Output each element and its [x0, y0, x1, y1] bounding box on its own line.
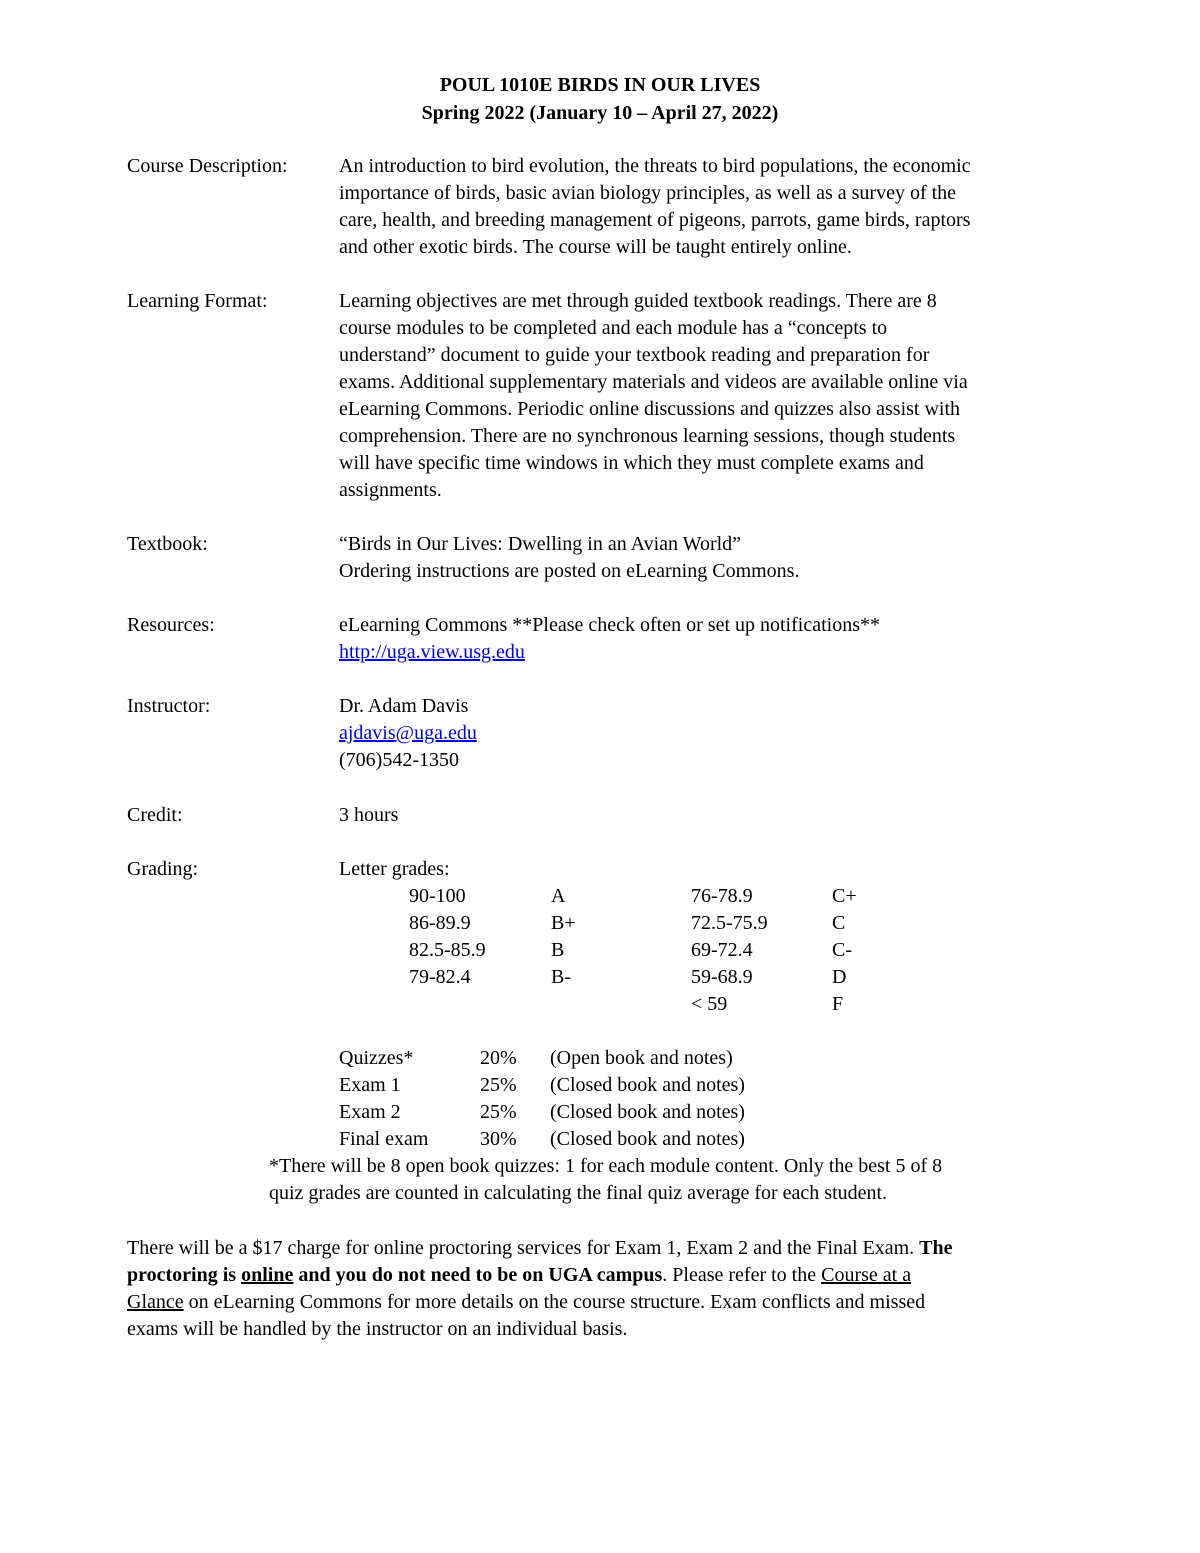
grade-letter: B- — [551, 966, 571, 988]
weight-note: (Closed book and notes) — [550, 1101, 745, 1123]
text-line: understand” document to guide your textbook reading and preparation for — [339, 344, 930, 366]
text-line: eLearning Commons. Periodic online discussions and quizzes also assist with — [339, 398, 961, 420]
text-line — [127, 1262, 1107, 1289]
credit-value: 3 hours — [339, 804, 399, 826]
bold-text: The — [919, 1237, 953, 1259]
resources-link-line — [339, 639, 1099, 666]
bold-text: and you do not need to be on UGA campus — [293, 1264, 663, 1286]
instructor-name: Dr. Adam Davis — [339, 695, 469, 717]
instructor-label: Instructor: — [127, 695, 211, 717]
text-line: exams will be handled by the instructor on an individual basis. — [127, 1318, 628, 1340]
instructor-email-link[interactable]: ajdavis@uga.edu — [339, 722, 477, 744]
instructor-phone: (706)542-1350 — [339, 749, 459, 771]
text-line: assignments. — [339, 479, 442, 501]
text-line: care, health, and breeding management of pigeons, parrots, game birds, raptors — [339, 209, 971, 231]
learning-format-label: Learning Format: — [127, 290, 268, 312]
grade-letter: C — [832, 912, 846, 934]
weight-percent: 25% — [480, 1101, 517, 1123]
weight-item: Exam 2 — [339, 1101, 401, 1123]
text-line: *There will be 8 open book quizzes: 1 for each module content. Only the best 5 of 8 — [269, 1155, 943, 1177]
grading-section — [127, 856, 1107, 1216]
resources-info — [339, 612, 1099, 666]
course-term: Spring 2022 (January 10 – April 27, 2022) — [421, 102, 779, 124]
instructor-email-line — [339, 720, 1099, 747]
grade-range: 86-89.9 — [409, 912, 471, 934]
text-line: importance of birds, basic avian biology principles, as well as a survey of the — [339, 182, 957, 204]
weight-note: (Open book and notes) — [550, 1047, 733, 1069]
grade-range: 79-82.4 — [409, 966, 471, 988]
weight-item: Final exam — [339, 1128, 429, 1150]
grade-range: 72.5-75.9 — [691, 912, 768, 934]
grade-letter: F — [832, 993, 844, 1015]
quiz-footnote — [269, 1153, 942, 1207]
learning-format-text — [339, 288, 1099, 504]
course-at-a-glance-link[interactable]: Course at a — [821, 1264, 912, 1286]
text-line: exams. Additional supplementary materials and videos are available online via — [339, 371, 968, 393]
textbook-info — [339, 531, 1099, 585]
text-run: There will be a $17 charge for online proctoring services for Exam 1, Exam 2 and the Final Exam. — [127, 1237, 915, 1259]
course-description-text — [339, 153, 1099, 261]
instructor-info — [339, 693, 1099, 774]
weight-item: Exam 1 — [339, 1074, 401, 1096]
grade-range: < 59 — [691, 993, 728, 1015]
grade-letter: B+ — [551, 912, 576, 934]
elearning-link[interactable]: http://uga.view.usg.edu — [339, 641, 525, 663]
weight-note: (Closed book and notes) — [550, 1074, 745, 1096]
grade-letter: C+ — [832, 885, 857, 907]
resources-label: Resources: — [127, 614, 215, 636]
grade-range: 69-72.4 — [691, 939, 753, 961]
grade-letter: D — [832, 966, 847, 988]
text-line: will have specific time windows in which they must complete exams and — [339, 452, 924, 474]
course-title: POUL 1010E BIRDS IN OUR LIVES — [439, 74, 761, 96]
text-line: and other exotic birds. The course will be taught entirely online. — [339, 236, 852, 258]
weight-percent: 20% — [480, 1047, 517, 1069]
grade-range: 90-100 — [409, 885, 466, 907]
grade-letter: B — [551, 939, 565, 961]
grading-label: Grading: — [127, 858, 199, 880]
bold-text: proctoring is — [127, 1264, 242, 1286]
textbook-title: “Birds in Our Lives: Dwelling in an Avian World” — [339, 533, 742, 555]
credit-label: Credit: — [127, 804, 183, 826]
course-description-label: Course Description: — [127, 155, 288, 177]
text-run: . Please refer to the — [662, 1264, 822, 1286]
textbook-ordering: Ordering instructions are posted on eLearning Commons. — [339, 560, 800, 582]
weight-percent: 25% — [480, 1074, 517, 1096]
grade-range: 76-78.9 — [691, 885, 753, 907]
resources-text: eLearning Commons **Please check often or set up notifications** — [339, 614, 880, 636]
weight-note: (Closed book and notes) — [550, 1128, 745, 1150]
proctoring-paragraph — [127, 1235, 1107, 1343]
grade-letter: A — [551, 885, 566, 907]
text-line: quiz grades are counted in calculating the final quiz average for each student. — [269, 1182, 888, 1204]
text-line — [127, 1235, 1107, 1262]
letter-grades-header: Letter grades: — [339, 858, 450, 880]
grade-letter: C- — [832, 939, 852, 961]
text-run: on eLearning Commons for more details on the course structure. Exam conflicts and missed — [183, 1291, 926, 1313]
weight-percent: 30% — [480, 1128, 517, 1150]
text-line: course modules to be completed and each module has a “concepts to — [339, 317, 888, 339]
text-line: Learning objectives are met through guided textbook readings. There are 8 — [339, 290, 937, 312]
text-line: An introduction to bird evolution, the threats to bird populations, the economic — [339, 155, 971, 177]
grade-range: 59-68.9 — [691, 966, 753, 988]
course-at-a-glance-link[interactable]: Glance — [127, 1291, 184, 1313]
bold-underlined-text: online — [241, 1264, 294, 1286]
grade-range: 82.5-85.9 — [409, 939, 486, 961]
textbook-label: Textbook: — [127, 533, 208, 555]
text-line: comprehension. There are no synchronous learning sessions, though students — [339, 425, 956, 447]
text-line — [127, 1289, 1107, 1316]
weight-item: Quizzes* — [339, 1047, 414, 1069]
